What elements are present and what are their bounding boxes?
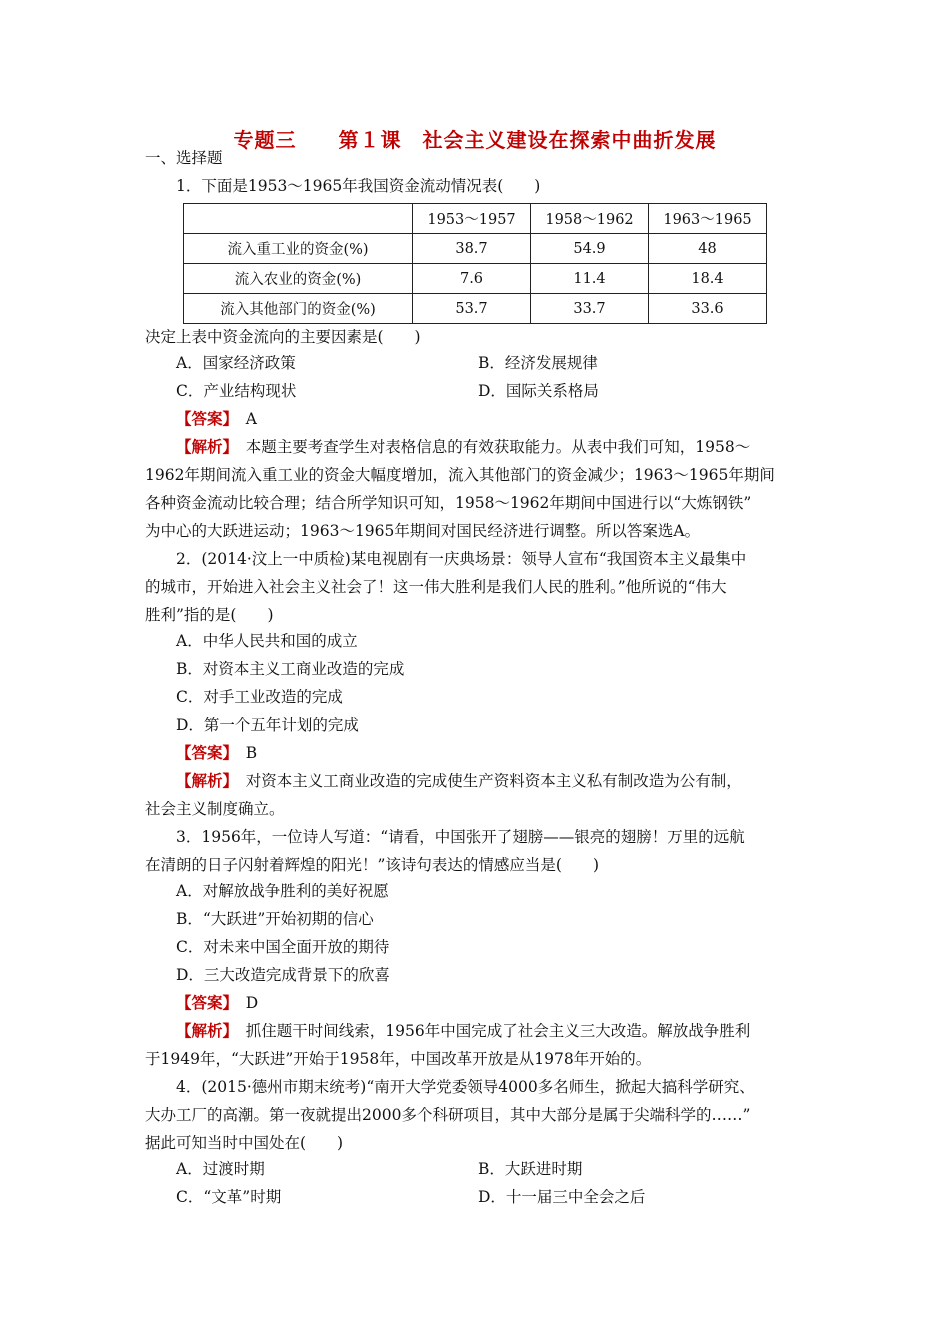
q1-option-a: A．国家经济政策 — [176, 354, 296, 372]
q2-stem-line: 胜利”指的是( ) — [145, 606, 274, 624]
q2-option-c: C．对手工业改造的完成 — [176, 688, 343, 706]
table-cell: 流入重工业的资金(%) — [184, 234, 413, 264]
q1-stem: 1．下面是1953～1965年我国资金流动情况表( ) — [176, 177, 541, 195]
table-cell: 11.4 — [531, 264, 649, 294]
table-cell: 33.6 — [649, 294, 767, 324]
capital-flow-table — [183, 203, 767, 324]
answer-tag: 【答案】 — [176, 409, 231, 428]
table-row — [184, 234, 767, 264]
answer-tag: 【答案】 — [176, 743, 231, 762]
q1-option-c: C．产业结构现状 — [176, 382, 297, 400]
q1-option-b: B．经济发展规律 — [478, 354, 598, 372]
q4-option-d: D．十一届三中全会之后 — [478, 1188, 646, 1206]
page-title: 专题三 第１课 社会主义建设在探索中曲折发展 — [233, 128, 717, 152]
q4-option-c: C．“文革”时期 — [176, 1188, 282, 1206]
q4-option-b: B．大跃进时期 — [478, 1160, 583, 1178]
analysis-text: 抓住题干时间线索，1956年中国完成了社会主义三大改造。解放战争胜利 — [245, 1022, 751, 1040]
q3-option-d: D．三大改造完成背景下的欣喜 — [176, 966, 390, 984]
q1-answer — [176, 409, 257, 429]
table-row — [184, 264, 767, 294]
q3-analysis-line: 于1949年，“大跃进”开始于1958年，中国改革开放是从1978年开始的。 — [145, 1050, 652, 1068]
answer-value: A — [245, 410, 257, 428]
analysis-tag: 【解析】 — [176, 771, 231, 790]
q3-option-a: A．对解放战争胜利的美好祝愿 — [176, 882, 389, 900]
table-cell: 流入其他部门的资金(%) — [184, 294, 413, 324]
q1-option-d: D．国际关系格局 — [478, 382, 599, 400]
q2-analysis — [176, 771, 742, 791]
table-cell: 18.4 — [649, 264, 767, 294]
q2-stem: 2．(2014·汶上一中质检)某电视剧有一庆典场景：领导人宣布“我国资本主义最集中 — [176, 550, 747, 568]
q2-stem-line: 的城市，开始进入社会主义社会了！这一伟大胜利是我们人民的胜利。”他所说的“伟大 — [145, 578, 727, 596]
q4-stem: 4．(2015·德州市期末统考)“南开大学党委领导4000多名师生，掀起大搞科学研究、 — [176, 1078, 755, 1096]
q2-option-b: B．对资本主义工商业改造的完成 — [176, 660, 405, 678]
q1-analysis-line: 1962年期间流入重工业的资金大幅度增加，流入其他部门的资金减少；1963～1965年期间 — [145, 466, 775, 484]
analysis-tag: 【解析】 — [176, 1021, 231, 1040]
table-header-row — [184, 204, 767, 234]
table-cell: 1958～1962 — [531, 204, 649, 234]
q3-option-c: C．对未来中国全面开放的期待 — [176, 938, 390, 956]
q3-stem: 3．1956年，一位诗人写道：“请看，中国张开了翅膀——银亮的翅膀！万里的远航 — [176, 828, 745, 846]
answer-value: B — [245, 744, 258, 762]
answer-value: D — [245, 994, 259, 1012]
q1-analysis-line: 各种资金流动比较合理；结合所学知识可知，1958～1962年期间中国进行以“大炼钢铁” — [145, 494, 752, 512]
table-cell: 33.7 — [531, 294, 649, 324]
q2-option-d: D．第一个五年计划的完成 — [176, 716, 359, 734]
table-row — [184, 294, 767, 324]
analysis-text: 对资本主义工商业改造的完成使生产资料资本主义私有制改造为公有制， — [245, 772, 742, 790]
table-cell: 流入农业的资金(%) — [184, 264, 413, 294]
table-cell: 54.9 — [531, 234, 649, 264]
q3-option-b: B．“大跃进”开始初期的信心 — [176, 910, 374, 928]
section-heading: 一、选择题 — [145, 149, 223, 167]
table-cell: 7.6 — [413, 264, 531, 294]
table-cell: 48 — [649, 234, 767, 264]
q4-option-a: A．过渡时期 — [176, 1160, 265, 1178]
answer-tag: 【答案】 — [176, 993, 231, 1012]
table-cell — [184, 204, 413, 234]
q3-stem-line: 在清朗的日子闪射着辉煌的阳光！”该诗句表达的情感应当是( ) — [145, 856, 600, 874]
table-cell: 1953～1957 — [413, 204, 531, 234]
q4-stem-line: 大办工厂的高潮。第一夜就提出2000多个科研项目，其中大部分是属于尖端科学的……” — [145, 1106, 751, 1124]
table-cell: 38.7 — [413, 234, 531, 264]
q1-question: 决定上表中资金流向的主要因素是( ) — [145, 328, 421, 346]
q2-answer — [176, 743, 257, 763]
q2-option-a: A．中华人民共和国的成立 — [176, 632, 358, 650]
q1-analysis — [176, 437, 750, 457]
analysis-text: 本题主要考查学生对表格信息的有效获取能力。从表中我们可知，1958～ — [245, 438, 751, 456]
analysis-tag: 【解析】 — [176, 437, 231, 456]
q1-analysis-line: 为中心的大跃进运动；1963～1965年期间对国民经济进行调整。所以答案选A。 — [145, 522, 701, 540]
q3-analysis — [176, 1021, 750, 1041]
q3-answer — [176, 993, 258, 1013]
table-cell: 1963～1965 — [649, 204, 767, 234]
q4-stem-line: 据此可知当时中国处在( ) — [145, 1134, 344, 1152]
table-cell: 53.7 — [413, 294, 531, 324]
q2-analysis-line: 社会主义制度确立。 — [145, 800, 285, 818]
